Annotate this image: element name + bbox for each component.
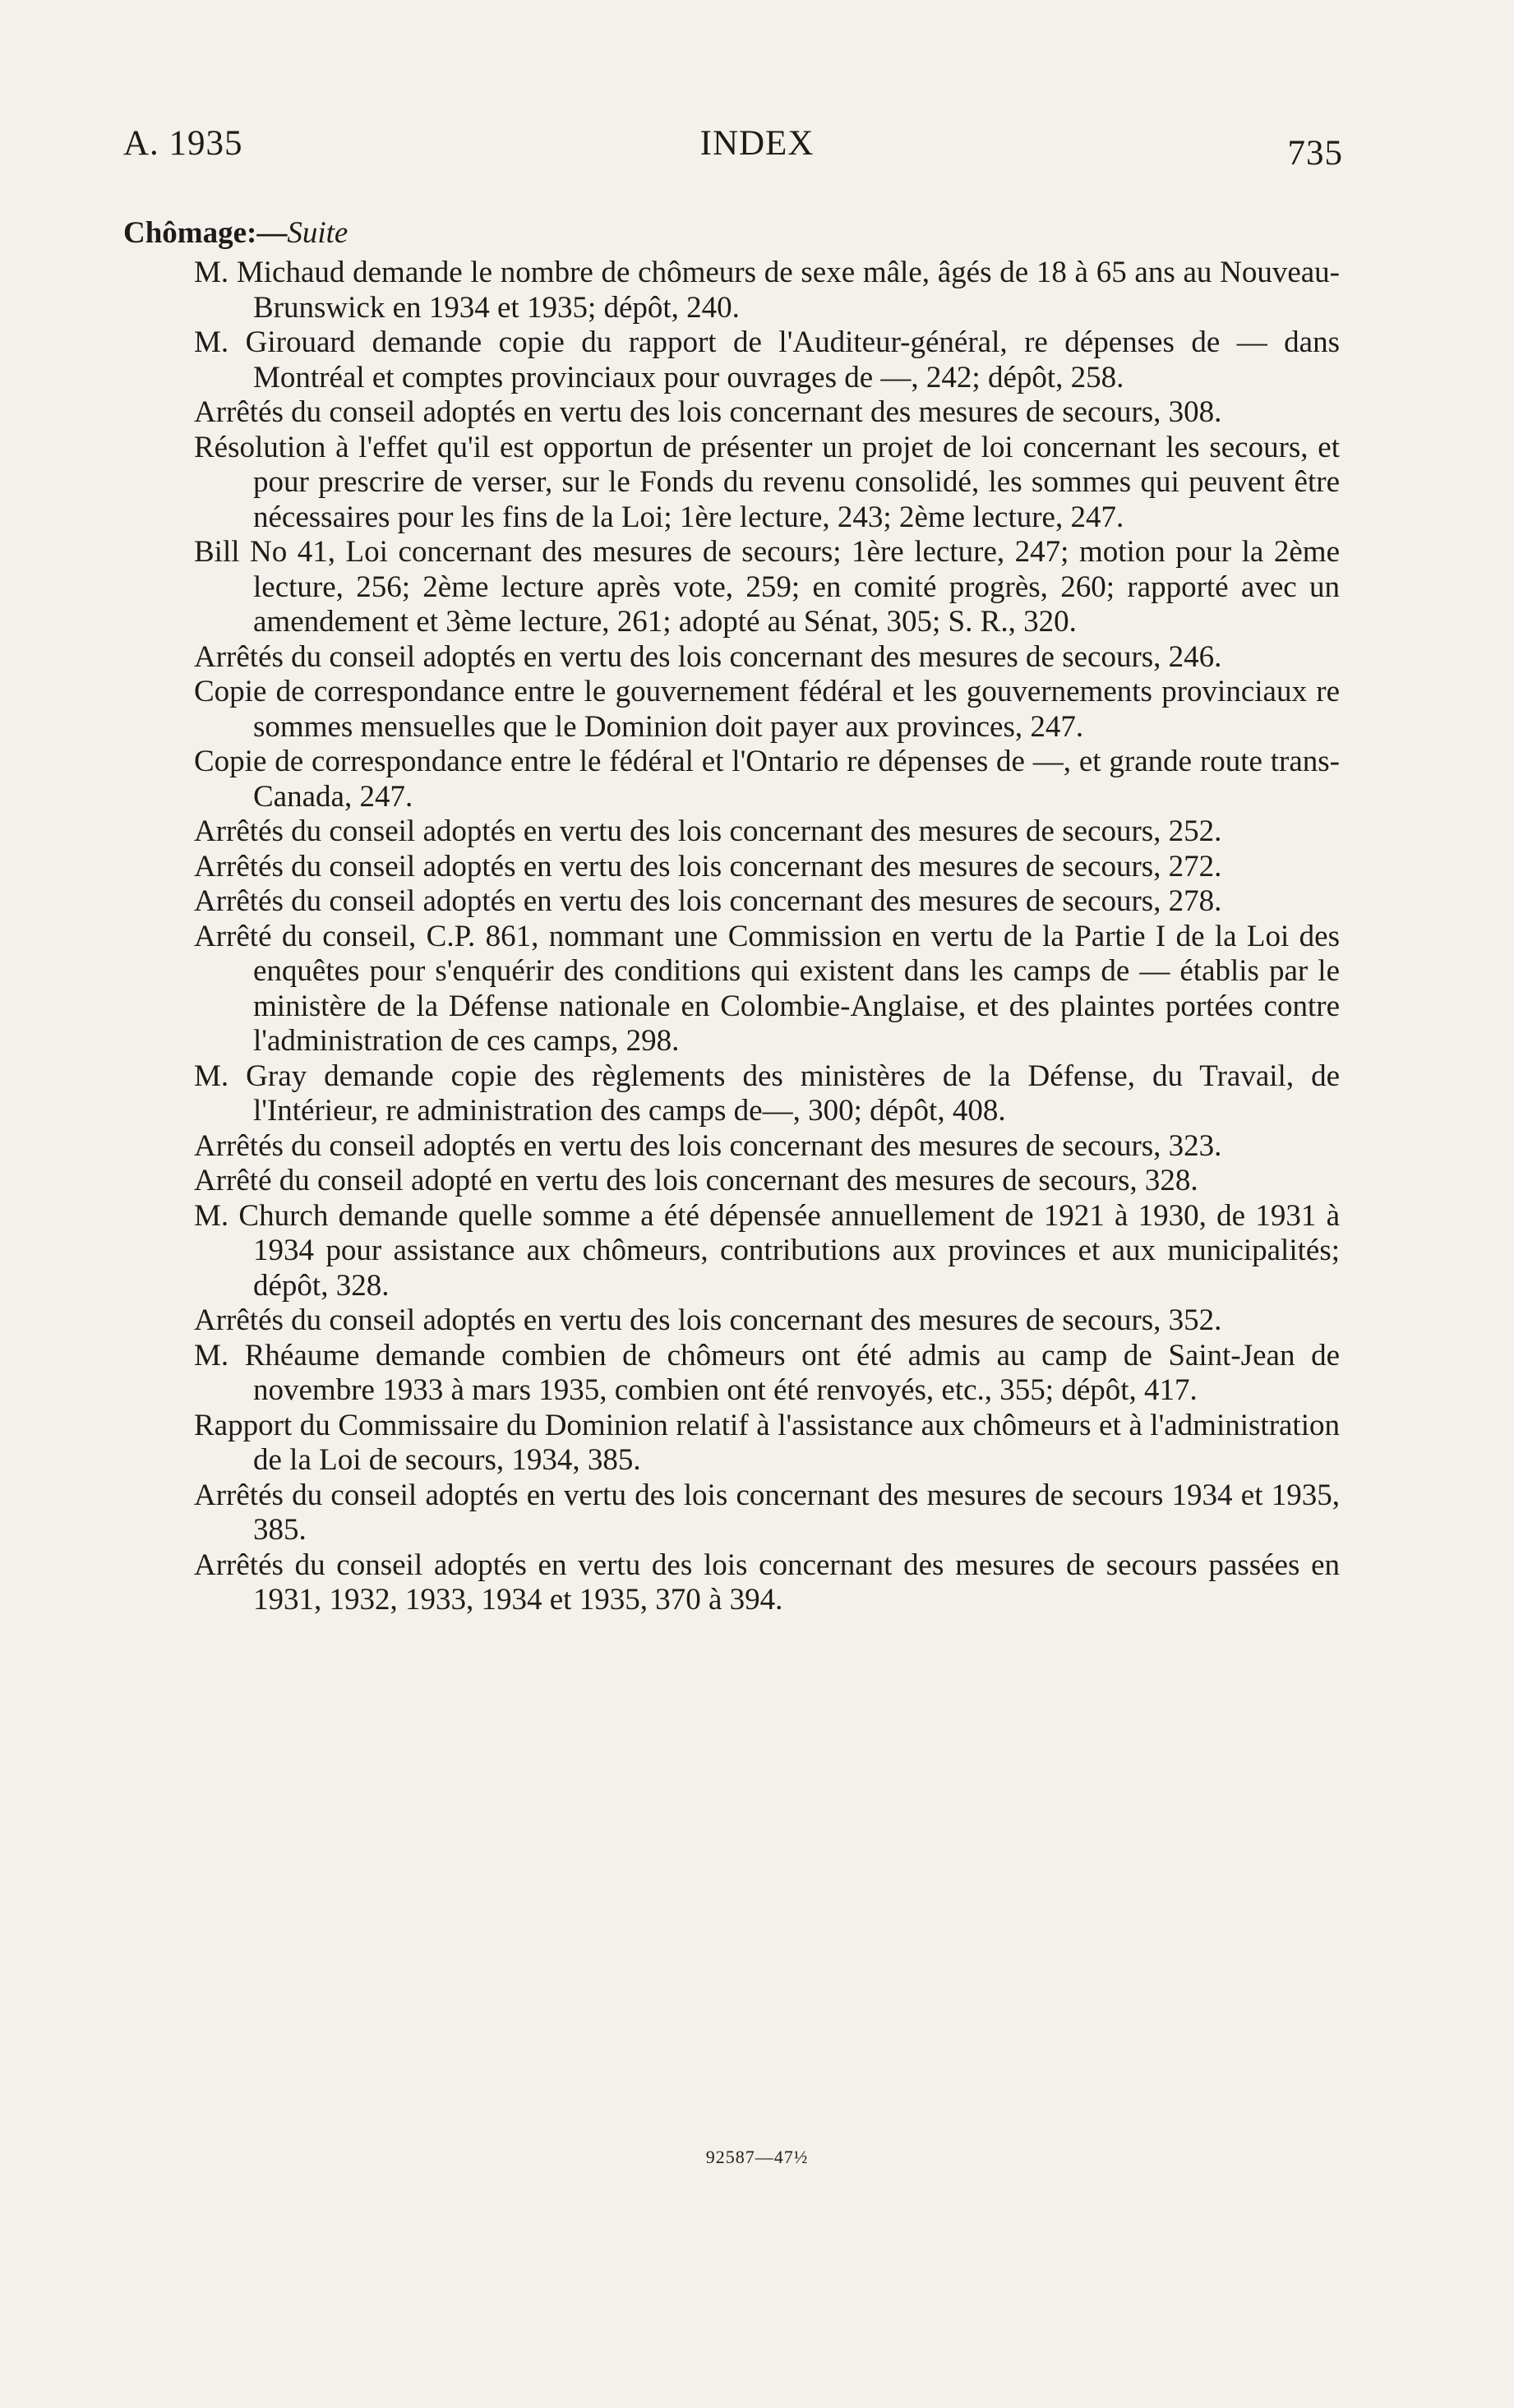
index-section	[123, 215, 1340, 1618]
section-heading-term: Chômage:—	[123, 216, 288, 250]
printer-signature: 92587—47½	[705, 2147, 809, 2167]
section-heading	[123, 215, 1340, 251]
index-entry: Arrêtés du conseil adoptés en vertu des lois concernant des mesures de secours 1934 et 1935, 385.	[194, 1478, 1340, 1547]
header-year: A. 1935	[123, 124, 243, 163]
index-entry: M. Rhéaume demande combien de chômeurs ont été admis au camp de Saint-Jean de novembre 1933 à mars 1935, combien ont été renvoyés, etc., 355; dépôt, 417.	[194, 1338, 1340, 1407]
index-entry: Copie de correspondance entre le gouvernement fédéral et les gouvernements provinciaux re sommes mensuelles que le Dominion doit payer aux provinces, 247.	[194, 675, 1340, 744]
index-entry: M. Church demande quelle somme a été dépensée annuellement de 1921 à 1930, de 1931 à 1934 pour assistance aux chômeurs, contributions aux provinces et aux municipalités; dépôt, 328.	[194, 1198, 1340, 1303]
index-entry: Arrêtés du conseil adoptés en vertu des lois concernant des mesures de secours, 252.	[194, 814, 1222, 848]
index-entry: Résolution à l'effet qu'il est opportun de présenter un projet de loi concernant les secours, et pour prescrire de verser, sur le Fonds du revenu consolidé, les sommes qui peuvent être nécessaires pour les fins de la Loi; 1ère lecture, 243; 2ème lecture, 247.	[194, 430, 1340, 534]
index-entry: Arrêté du conseil, C.P. 861, nommant une Commission en vertu de la Partie I de la Loi des enquêtes pour s'enquérir des conditions qui existent dans les camps de — établis par le ministère de la Défense nationale en Colombie-Anglaise, et des plaintes portées contre l'administration de ces camps, 298.	[194, 919, 1340, 1058]
index-entry: Rapport du Commissaire du Dominion relatif à l'assistance aux chômeurs et à l'administration de la Loi de secours, 1934, 385.	[194, 1408, 1340, 1477]
index-entry: Arrêtés du conseil adoptés en vertu des lois concernant des mesures de secours, 352.	[194, 1303, 1222, 1337]
index-entry: M. Girouard demande copie du rapport de l'Auditeur-général, re dépenses de — dans Montréal et comptes provinciaux pour ouvrages de —, 242; dépôt, 258.	[194, 325, 1340, 394]
index-entry: M. Gray demande copie des règlements des ministères de la Défense, du Travail, de l'Intérieur, re administration des camps de—, 300; dépôt, 408.	[194, 1059, 1340, 1128]
index-entry: Arrêtés du conseil adoptés en vertu des lois concernant des mesures de secours, 278.	[194, 884, 1222, 918]
index-entry: M. Michaud demande le nombre de chômeurs de sexe mâle, âgés de 18 à 65 ans au Nouveau-Brunswick en 1934 et 1935; dépôt, 240.	[194, 256, 1340, 325]
index-entry: Arrêtés du conseil adoptés en vertu des lois concernant des mesures de secours, 323.	[194, 1128, 1222, 1163]
index-entry: Arrêté du conseil adopté en vertu des lois concernant des mesures de secours, 328.	[194, 1164, 1198, 1197]
index-entry: Copie de correspondance entre le fédéral et l'Ontario re dépenses de —, et grande route trans-Canada, 247.	[194, 745, 1340, 814]
index-entry: Arrêtés du conseil adoptés en vertu des lois concernant des mesures de secours, 308.	[194, 395, 1222, 429]
section-heading-suffix: Suite	[287, 216, 348, 250]
entry-list	[123, 256, 1340, 1618]
header-title: INDEX	[699, 124, 815, 163]
index-entry: Arrêtés du conseil adoptés en vertu des lois concernant des mesures de secours passées en 1931, 1932, 1933, 1934 et 1935, 370 à 394.	[194, 1548, 1340, 1617]
index-entry: Arrêtés du conseil adoptés en vertu des lois concernant des mesures de secours, 272.	[194, 849, 1222, 883]
index-entry: Bill No 41, Loi concernant des mesures de secours; 1ère lecture, 247; motion pour la 2ème lecture, 256; 2ème lecture après vote, 259; en comité progrès, 260; rapporté avec un amendement et 3ème lecture, 261; adopté au Sénat, 305; S. R., 320.	[194, 535, 1340, 639]
index-entry: Arrêtés du conseil adoptés en vertu des lois concernant des mesures de secours, 246.	[194, 639, 1222, 674]
page-number: 735	[1287, 134, 1343, 173]
